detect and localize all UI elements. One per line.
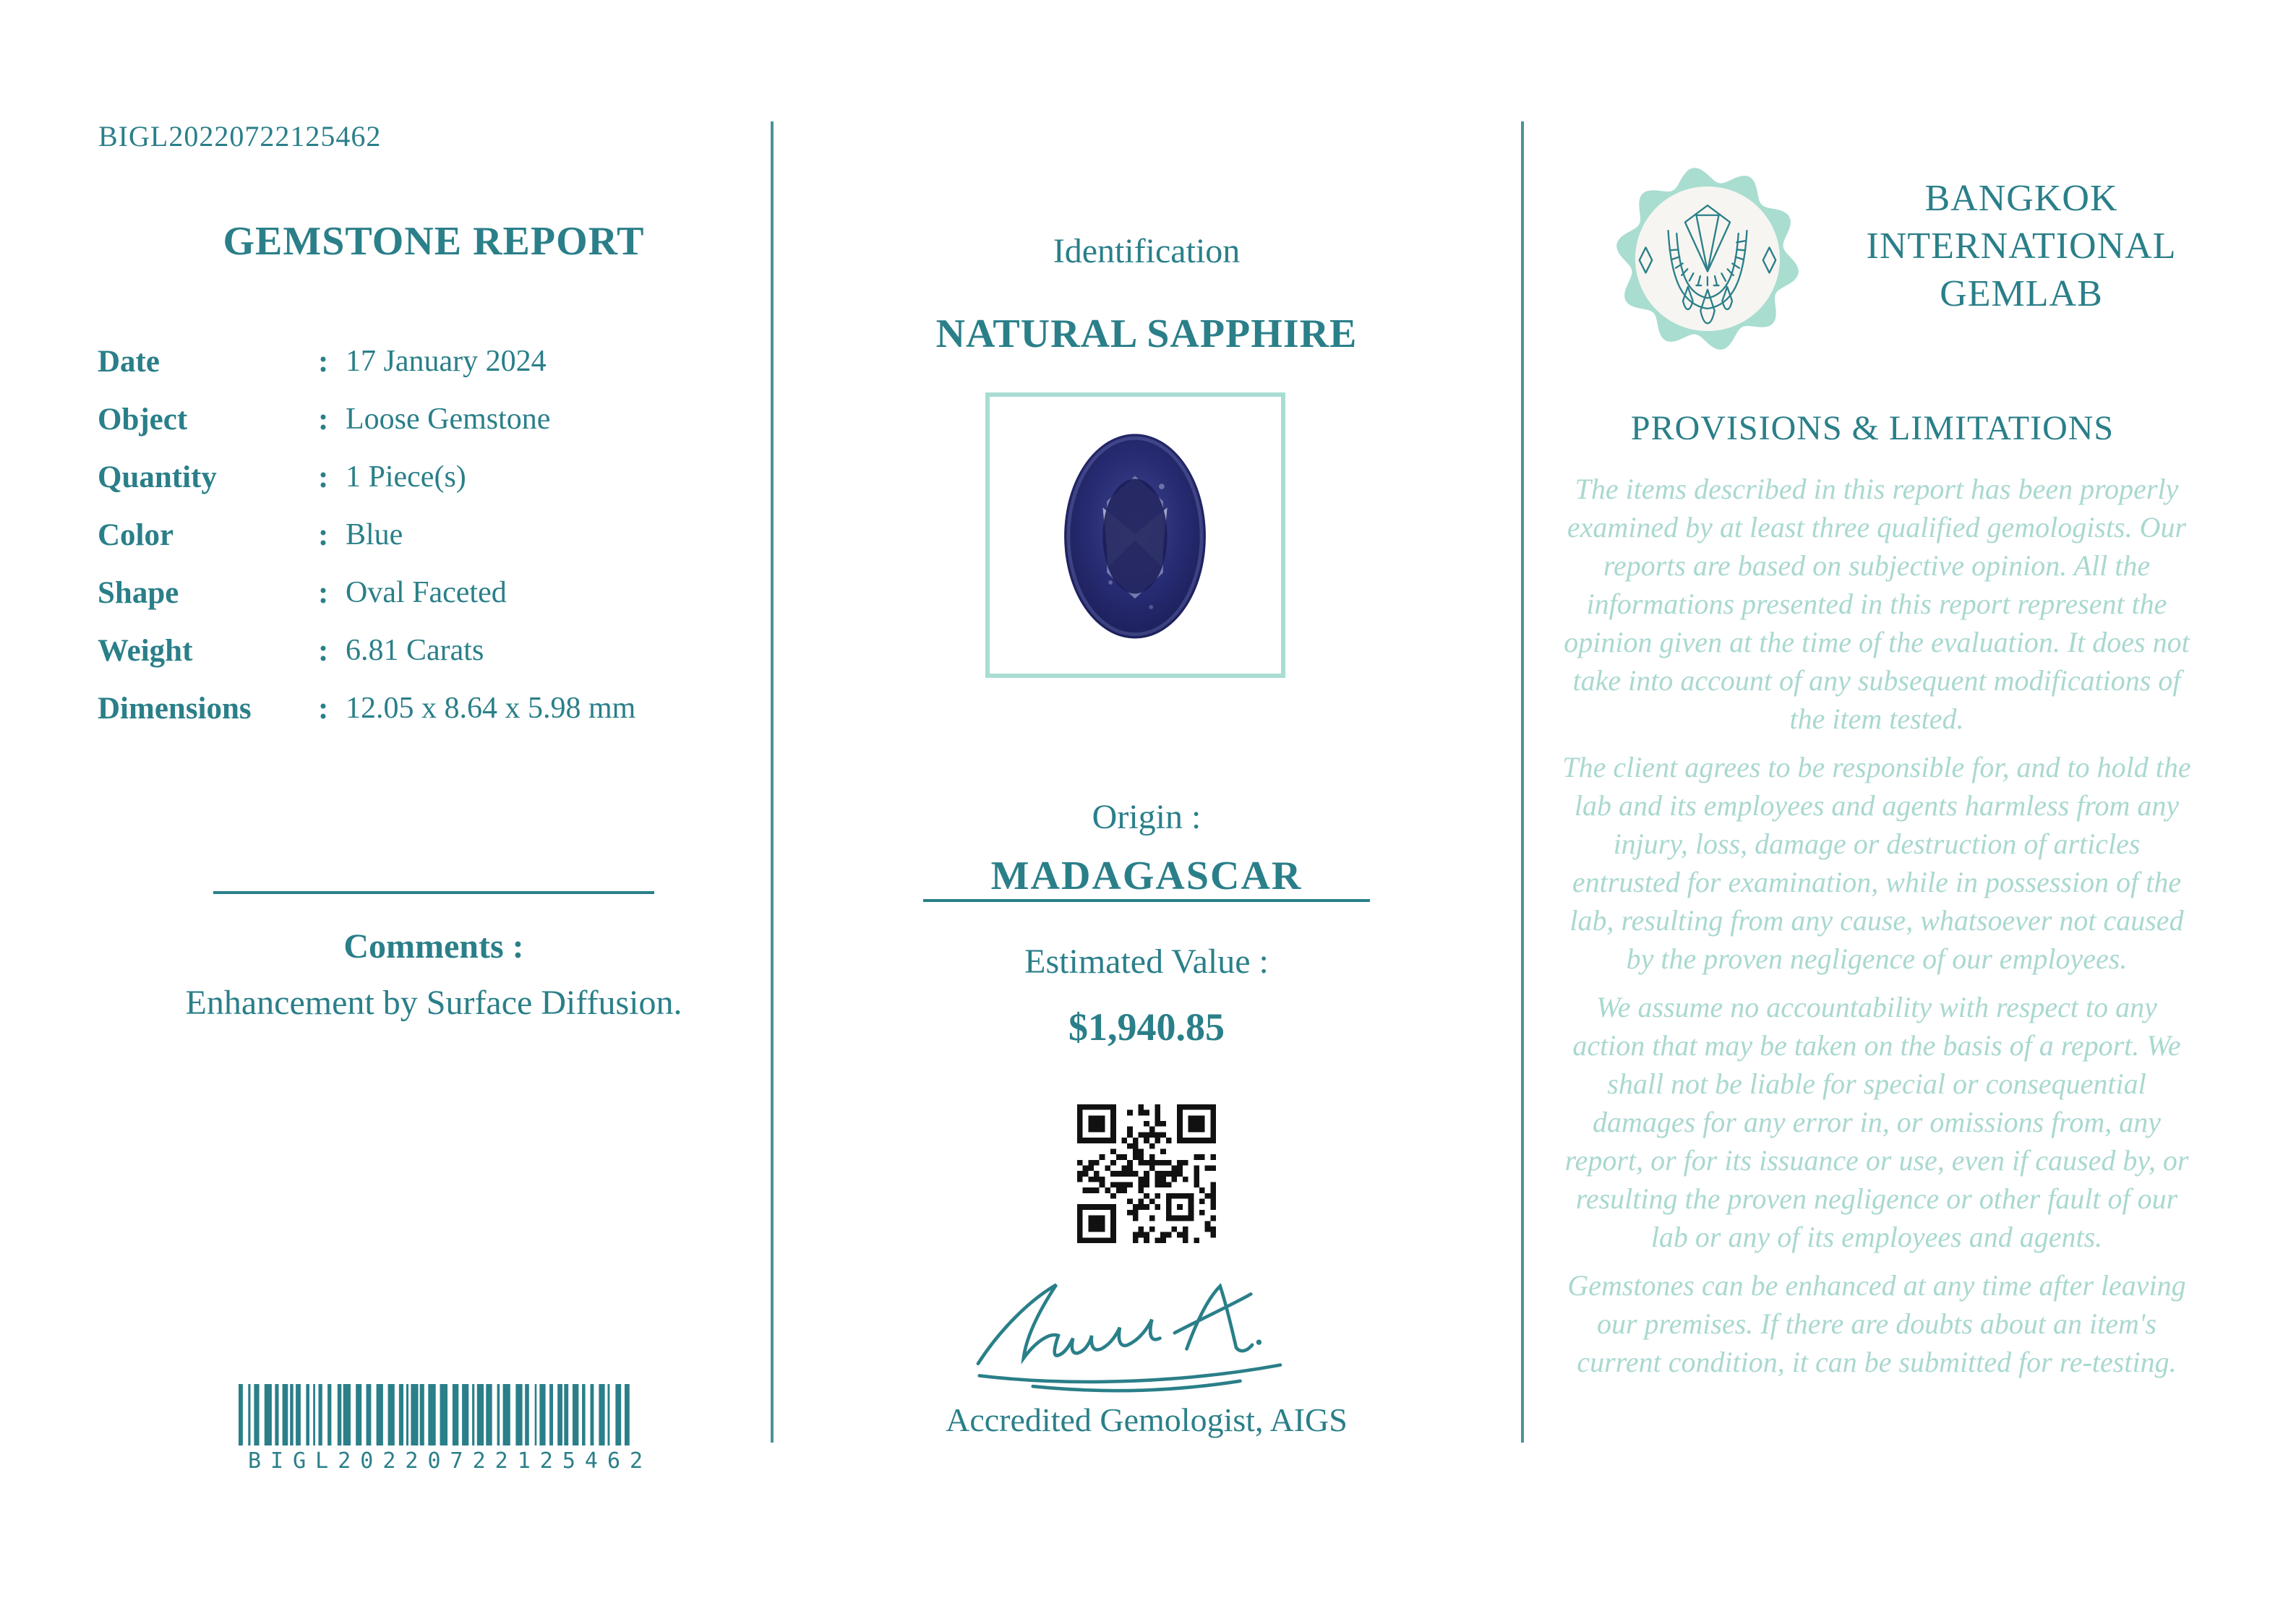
provision-paragraph-2: The client agrees to be responsible for, and to hold the lab and its employees and agents harmless from any injury, loss, damage or destruction of articles entrusted for examination, while in possession of the lab, resulting from any cause, whatsoever not caused by the proven negligence of our employees. bbox=[1562, 751, 2191, 975]
provisions-text bbox=[1559, 470, 2195, 1391]
lab-name-line3: GEMLAB bbox=[1940, 273, 2103, 314]
field-value: 12.05 x 8.64 x 5.98 mm bbox=[346, 692, 636, 725]
lab-name-line1: BANGKOK bbox=[1924, 178, 2118, 219]
field-value: Loose Gemstone bbox=[346, 403, 551, 436]
field-colon: : bbox=[318, 633, 329, 668]
field-value: 17 January 2024 bbox=[346, 345, 547, 378]
identification-column bbox=[821, 0, 1472, 1624]
field-row-quantity bbox=[98, 448, 770, 506]
field-value: Oval Faceted bbox=[346, 576, 507, 609]
field-label: Dimensions bbox=[98, 691, 252, 726]
gemologist-line: Accredited Gemologist, AIGS bbox=[946, 1401, 1348, 1438]
provision-paragraph-4: Gemstones can be enhanced at any time after leaving our premises. If there are doubts about an item's current condition, it can be submitted for re-testing. bbox=[1567, 1269, 2186, 1378]
field-row-dimensions bbox=[98, 679, 770, 737]
estimated-value-label: Estimated Value : bbox=[1024, 942, 1269, 981]
field-colon: : bbox=[318, 575, 329, 610]
report-number: BIGL20220722125462 bbox=[98, 120, 382, 152]
lab-logo-badge bbox=[1609, 160, 1806, 357]
column-divider-left bbox=[771, 121, 774, 1443]
field-colon: : bbox=[318, 402, 329, 437]
field-colon: : bbox=[318, 517, 329, 552]
qr-code-pattern bbox=[1077, 1104, 1216, 1243]
field-value: 1 Piece(s) bbox=[346, 460, 466, 494]
barcode-bars bbox=[239, 1384, 636, 1445]
signature-script bbox=[959, 1263, 1335, 1397]
comments-heading: Comments : bbox=[343, 927, 524, 966]
field-row-object bbox=[98, 390, 770, 448]
provision-paragraph-1: The items described in this report has been properly examined by at least three qualified gemologists. Our reports are based on subjective opinion. All the informations presented in this report represent the opinion given at the time of the evaluation. It does not take into account of any subsequent modifications of the item tested. bbox=[1564, 473, 2190, 735]
identification-result: NATURAL SAPPHIRE bbox=[935, 312, 1358, 356]
comments-divider bbox=[213, 891, 654, 894]
field-row-color bbox=[98, 506, 770, 564]
field-colon: : bbox=[318, 344, 329, 379]
field-label: Color bbox=[98, 517, 174, 552]
field-label: Object bbox=[98, 402, 188, 437]
lab-column bbox=[1551, 0, 2231, 1624]
field-value: 6.81 Carats bbox=[346, 634, 484, 667]
field-row-date bbox=[98, 332, 770, 390]
field-row-shape bbox=[98, 564, 770, 622]
report-fields bbox=[98, 332, 770, 737]
field-row-weight bbox=[98, 622, 770, 679]
lab-name bbox=[1812, 175, 2231, 318]
report-title: GEMSTONE REPORT bbox=[223, 219, 645, 264]
lab-name-line2: INTERNATIONAL bbox=[1866, 225, 2177, 267]
estimated-value-amount: $1,940.85 bbox=[1068, 1005, 1225, 1049]
sapphire-photo bbox=[990, 397, 1281, 674]
column-divider-right bbox=[1521, 121, 1524, 1443]
lab-logo bbox=[1609, 160, 1806, 357]
gem-photo-frame bbox=[985, 392, 1285, 678]
report-column bbox=[98, 0, 770, 1624]
origin-label: Origin : bbox=[1092, 798, 1201, 836]
field-colon: : bbox=[318, 460, 329, 494]
signature bbox=[959, 1263, 1335, 1397]
barcode-text: BIGL20220722125462 bbox=[248, 1448, 653, 1474]
comments-text: Enhancement by Surface Diffusion. bbox=[185, 984, 682, 1022]
field-label: Date bbox=[98, 344, 160, 379]
origin-value: MADAGASCAR bbox=[990, 854, 1303, 898]
provisions-heading: PROVISIONS & LIMITATIONS bbox=[1630, 409, 2115, 447]
field-label: Quantity bbox=[98, 460, 217, 494]
field-label: Weight bbox=[98, 633, 193, 668]
field-label: Shape bbox=[98, 575, 179, 610]
qr-code bbox=[1077, 1104, 1216, 1243]
field-colon: : bbox=[318, 691, 329, 726]
field-value: Blue bbox=[346, 518, 403, 551]
barcode bbox=[239, 1384, 653, 1474]
provision-paragraph-3: We assume no accountability with respect to any action that may be taken on the basis of a report. We shall not be liable for special or consequential damages for any error in, or omissions from, any report, or for its issuance or use, even if caused by, or resulting the proven negligence or other fault of our lab or any of its employees and agents. bbox=[1564, 991, 2189, 1253]
identification-heading: Identification bbox=[1053, 232, 1241, 270]
value-divider bbox=[923, 899, 1370, 902]
